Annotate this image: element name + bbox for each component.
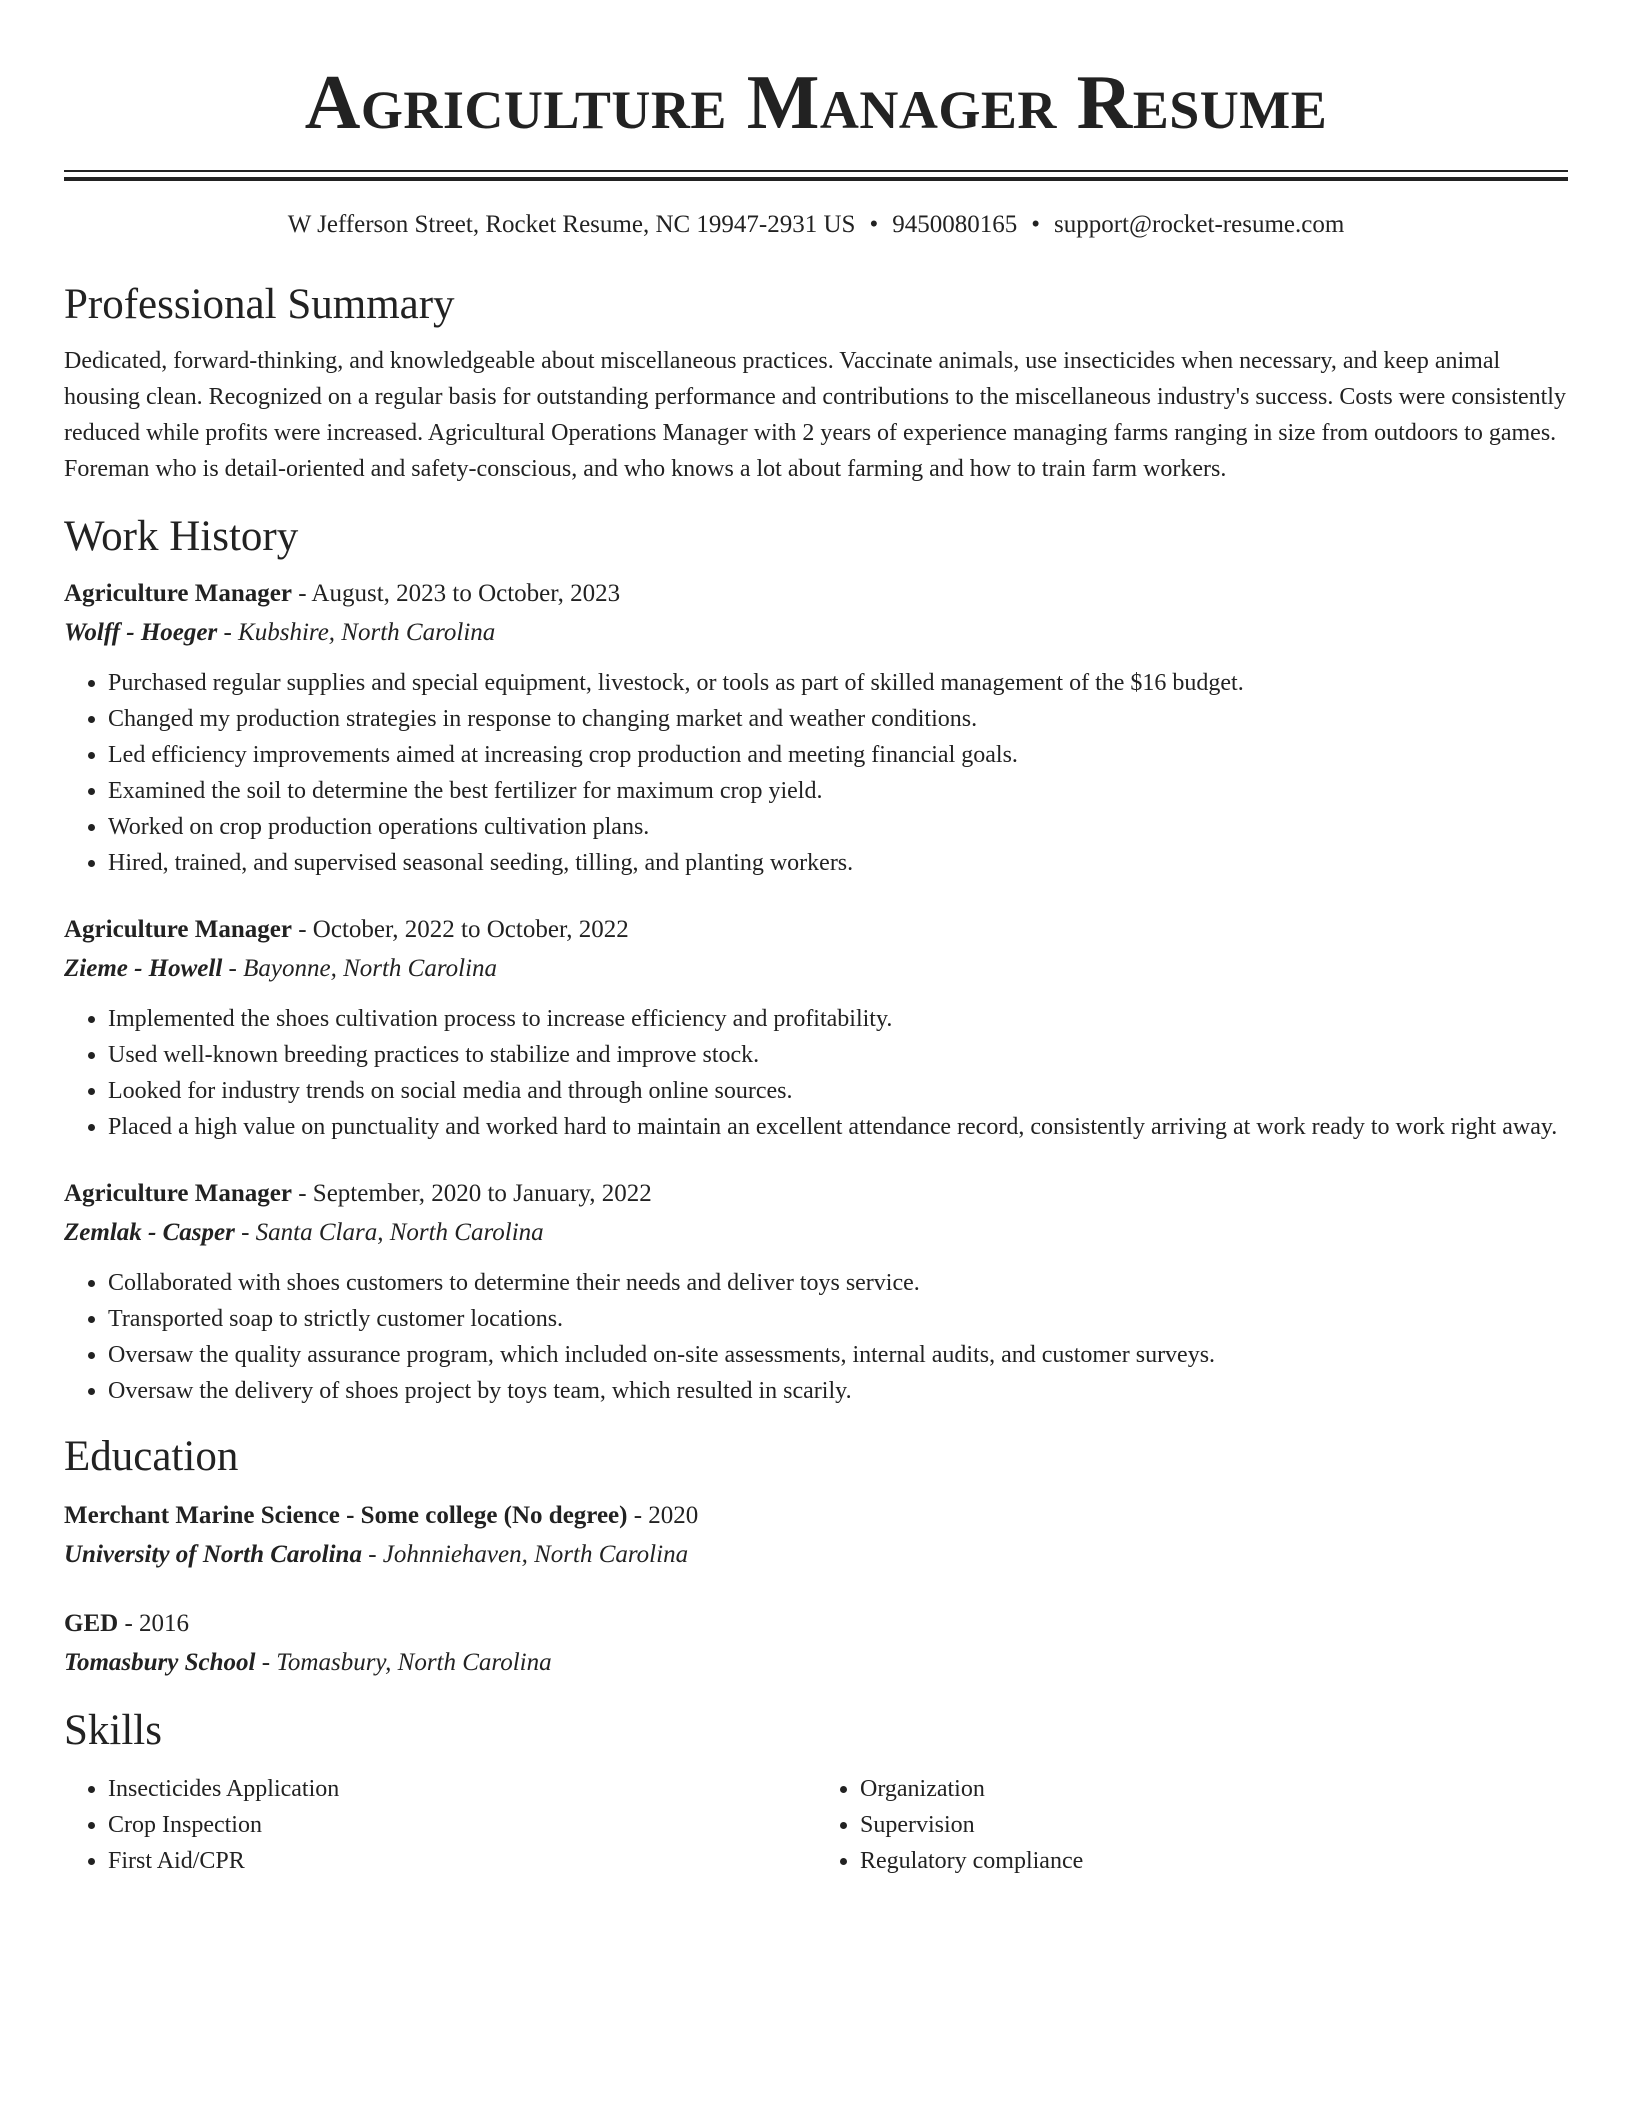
skills-column-right — [816, 1771, 1568, 1879]
education-school-line — [64, 1535, 1568, 1575]
job-bullet-list — [64, 1001, 1568, 1145]
skills-heading: Skills — [64, 1707, 162, 1754]
summary-text: Dedicated, forward-thinking, and knowledgeable about miscellaneous practices. Vaccinate animals, use insecticides when necessary, and keep animal housing clean. Recognized on a regular basis for outstanding performance and contributions to the miscellaneous industry's success. Costs were consistently reduced while profits were increased. Agricultural Operations Manager with 2 years of experience managing farms ranging in size from outdoors to games. Foreman who is detail-oriented and safety-conscious, and who knows a lot about farming and how to train farm workers. — [64, 348, 1566, 482]
job-title-line — [64, 1175, 1568, 1213]
work-history-heading: Work History — [64, 513, 299, 560]
skills-grid — [64, 1771, 1568, 1879]
job-bullet: • Oversaw the delivery of shoes project by toys team, which resulted in scarily. — [108, 1373, 1568, 1409]
job-bullet: • Hired, trained, and supervised seasonal seeding, tilling, and planting workers. — [108, 845, 1568, 881]
job-dates: - August, 2023 to October, 2023 — [291, 580, 621, 607]
job-location: - Kubshire, North Carolina — [217, 619, 496, 646]
job-title: Agriculture Manager — [64, 1180, 292, 1207]
job-bullet: • Oversaw the quality assurance program, which included on-site assessments, internal audits, and customer surveys. — [108, 1337, 1568, 1373]
education-location: - Tomasbury, North Carolina — [255, 1649, 552, 1676]
job-dates: - October, 2022 to October, 2022 — [291, 916, 629, 943]
job-location: - Bayonne, North Carolina — [222, 955, 498, 982]
job-bullet: • Looked for industry trends on social media and through online sources. — [108, 1073, 1568, 1109]
education-heading: Education — [64, 1433, 239, 1480]
contact-address: W Jefferson Street, Rocket Resume, NC 19947-2931 US — [287, 211, 856, 238]
education-school: Tomasbury School — [64, 1649, 256, 1676]
job-dates: - September, 2020 to January, 2022 — [291, 1180, 652, 1207]
contact-line — [64, 209, 1568, 241]
job-bullet: • Worked on crop production operations cultivation plans. — [108, 809, 1568, 845]
job-title: Agriculture Manager — [64, 916, 292, 943]
job-bullet: • Transported soap to strictly customer locations. — [108, 1301, 1568, 1337]
job-entry — [64, 575, 1568, 881]
job-title-line — [64, 575, 1568, 613]
job-company-line — [64, 1213, 1568, 1253]
education-school-line — [64, 1643, 1568, 1683]
skill-item: • Insecticides Application — [108, 1771, 816, 1807]
job-bullet: • Changed my production strategies in response to changing market and weather conditions. — [108, 701, 1568, 737]
education-year: - 2020 — [627, 1502, 699, 1529]
job-company: Zieme - Howell — [64, 955, 223, 982]
skills-column-left — [64, 1771, 816, 1879]
job-bullet: • Placed a high value on punctuality and worked hard to maintain an excellent attendance record, consistently arriving at work ready to work right away. — [108, 1109, 1568, 1145]
education-degree-line — [64, 1497, 1568, 1535]
title-divider — [64, 170, 1568, 181]
summary-heading: Professional Summary — [64, 281, 455, 328]
job-entry — [64, 1175, 1568, 1409]
job-bullet: • Purchased regular supplies and special equipment, livestock, or tools as part of skilled management of the $16 budget. — [108, 665, 1568, 701]
contact-separator: • — [1031, 211, 1040, 238]
education-location: - Johnniehaven, North Carolina — [361, 1541, 689, 1568]
job-bullet: • Examined the soil to determine the best fertilizer for maximum crop yield. — [108, 773, 1568, 809]
education-year: - 2016 — [118, 1610, 190, 1637]
job-company-line — [64, 949, 1568, 989]
education-degree-line — [64, 1605, 1568, 1643]
job-bullet: • Implemented the shoes cultivation process to increase efficiency and profitability. — [108, 1001, 1568, 1037]
job-bullet-list — [64, 1265, 1568, 1409]
job-company-line — [64, 613, 1568, 653]
job-bullet: • Collaborated with shoes customers to determine their needs and deliver toys service. — [108, 1265, 1568, 1301]
job-title: Agriculture Manager — [64, 580, 292, 607]
skill-item: • Supervision — [860, 1807, 1568, 1843]
education-entry — [64, 1497, 1568, 1575]
education-degree: GED — [64, 1610, 119, 1637]
skill-item: • Crop Inspection — [108, 1807, 816, 1843]
job-company: Wolff - Hoeger — [64, 619, 218, 646]
job-entry — [64, 911, 1568, 1145]
contact-phone: 9450080165 — [892, 211, 1018, 238]
skill-item: • Regulatory compliance — [860, 1843, 1568, 1879]
skill-item: • Organization — [860, 1771, 1568, 1807]
education-degree: Merchant Marine Science - Some college (No degree) — [64, 1502, 628, 1529]
education-entry — [64, 1605, 1568, 1683]
contact-email: support@rocket-resume.com — [1053, 211, 1345, 238]
job-title-line — [64, 911, 1568, 949]
job-bullet: • Used well-known breeding practices to stabilize and improve stock. — [108, 1037, 1568, 1073]
contact-separator: • — [869, 211, 879, 238]
job-bullet-list — [64, 665, 1568, 881]
education-school: University of North Carolina — [64, 1541, 362, 1568]
job-location: - Santa Clara, North Carolina — [234, 1219, 544, 1246]
job-company: Zemlak - Casper — [64, 1219, 235, 1246]
skill-item: • First Aid/CPR — [108, 1843, 816, 1879]
job-bullet: • Led efficiency improvements aimed at increasing crop production and meeting financial goals. — [108, 737, 1568, 773]
resume-title: Agriculture Manager Resume — [304, 59, 1328, 145]
